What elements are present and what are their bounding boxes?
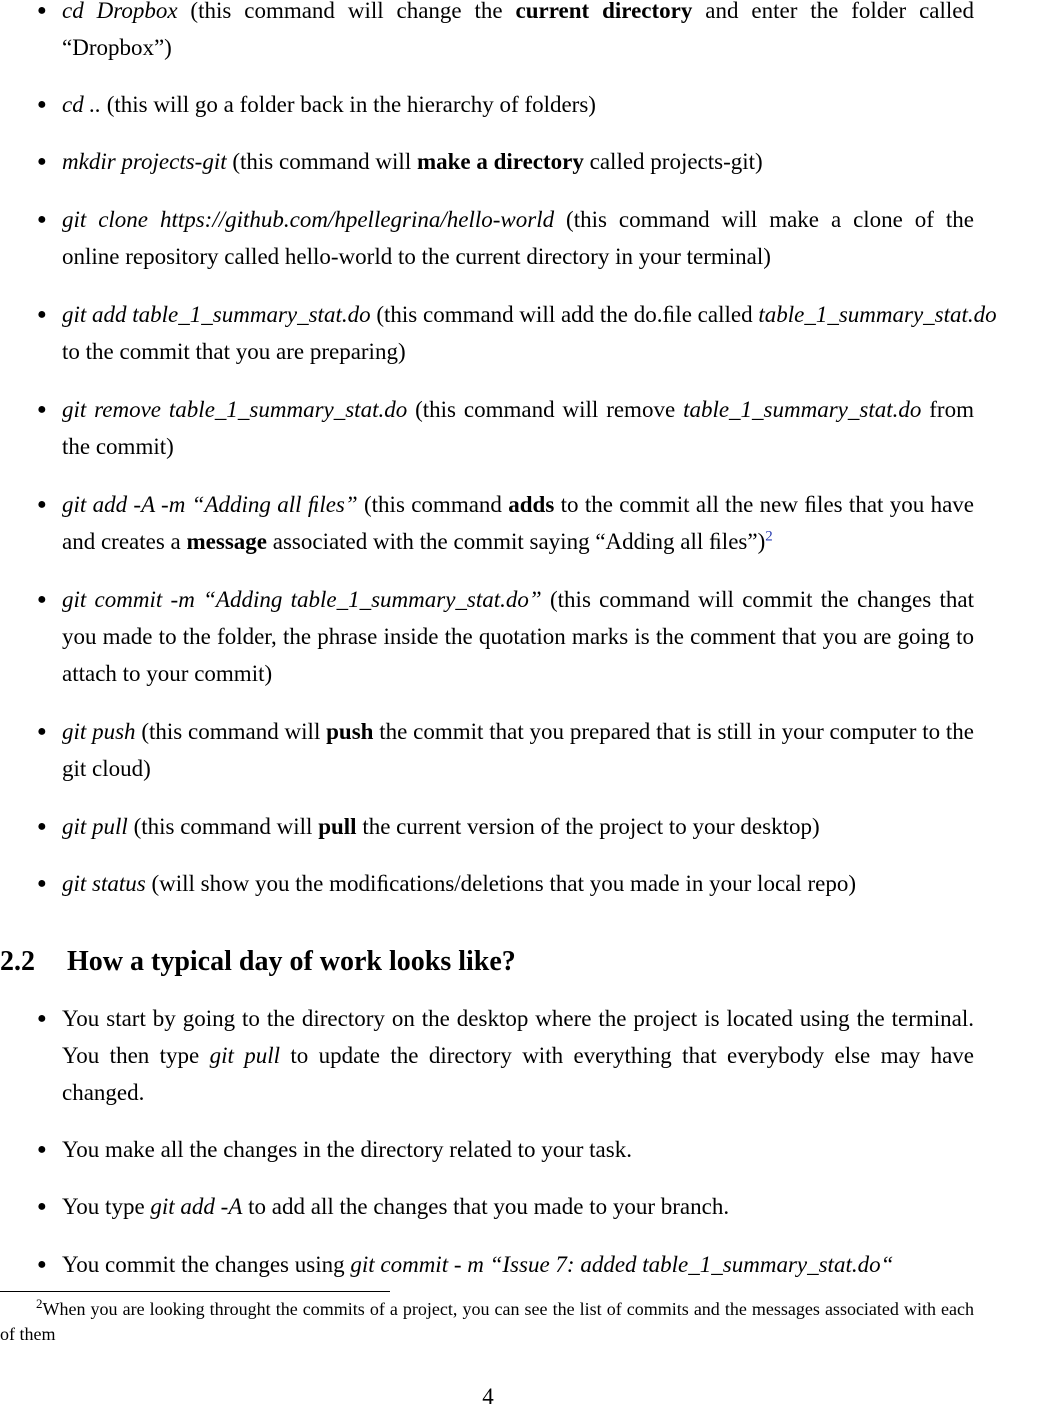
item-text: to update the directory with everything that everybody else may have changed. — [62, 1043, 974, 1105]
list-item — [37, 581, 974, 692]
footnote — [0, 1297, 974, 1347]
bullet: ● — [37, 2, 47, 19]
item-text: (this command — [357, 492, 509, 517]
bullet: ● — [37, 153, 47, 170]
item-text: (this command will make a clone of the online repository called hello-world to the current directory in your terminal) — [62, 207, 974, 269]
item-text: (will show you the modiﬁcations/deletions that you made in your local repo) — [145, 871, 857, 896]
item-text: from the commit) — [62, 397, 974, 459]
section-heading — [0, 942, 516, 982]
command-text: git add table_1_summary_stat.do — [62, 302, 371, 327]
emphasis-text: make a directory — [416, 149, 584, 174]
command-text: git commit - m “Issue 7: added table_1_summary_stat.do“ — [350, 1252, 894, 1277]
filename-text: table_1_summary_stat.do — [758, 302, 997, 327]
item-text: (this will go a folder back in the hierarchy of folders) — [100, 92, 596, 117]
bullet: ● — [37, 1256, 47, 1273]
list-item — [37, 296, 1057, 370]
footnote-divider — [0, 1291, 390, 1292]
list-item — [37, 1000, 974, 1111]
bullet: ● — [37, 401, 47, 418]
list-item — [37, 713, 974, 787]
emphasis-text: message — [186, 529, 267, 554]
item-text: associated with the commit saying “Adding all ﬁles”) — [267, 529, 766, 554]
section-number: 2.2 — [0, 946, 35, 977]
bullet: ● — [37, 96, 47, 113]
bullet: ● — [37, 875, 47, 892]
footnote-text: When you are looking throught the commits of a project, you can see the list of commits and the messages associated with each of them — [0, 1299, 974, 1344]
list-item — [37, 1188, 974, 1225]
emphasis-text: adds — [508, 492, 555, 517]
item-text: (this command will — [226, 149, 417, 174]
item-text: the commit that you prepared that is still in your computer to the git cloud) — [62, 719, 974, 781]
list-item — [37, 808, 974, 845]
item-text: (this command will — [135, 719, 327, 744]
page-number: 4 — [482, 1384, 494, 1409]
command-text: git pull — [62, 814, 128, 839]
item-text: (this command will commit the changes that you made to the folder, the phrase inside the quotation marks is the comment that you are going to attach to your commit) — [62, 587, 974, 686]
footnote-reference[interactable]: 2 — [765, 528, 773, 545]
item-text: You commit the changes using — [62, 1252, 351, 1277]
bullet: ● — [37, 1141, 47, 1158]
command-text: git clone https://github.com/hpellegrina/hello-world — [62, 207, 555, 232]
item-text: to the commit that you are preparing) — [62, 339, 406, 364]
item-text: You type — [62, 1194, 151, 1219]
command-text: git pull — [209, 1043, 281, 1068]
command-text: cd Dropbox — [62, 0, 178, 23]
emphasis-text: pull — [318, 814, 357, 839]
command-text: git remove table_1_summary_stat.do — [62, 397, 408, 422]
bullet: ● — [37, 818, 47, 835]
bullet: ● — [37, 591, 47, 608]
command-text: git add -A -m “Adding all ﬁles” — [62, 492, 358, 517]
section-title: How a typical day of work looks like? — [67, 946, 516, 977]
item-text: called projects-git) — [583, 149, 763, 174]
item-text: and enter the folder called “Dropbox”) — [62, 0, 974, 60]
item-text: (this command will remove — [407, 397, 684, 422]
list-item — [37, 143, 974, 180]
item-text: to the commit all the new ﬁles that you have and creates a — [62, 492, 974, 554]
list-item — [37, 1131, 974, 1168]
item-text: You start by going to the directory on the desktop where the project is located using the terminal. You then type — [62, 1006, 974, 1068]
bullet: ● — [37, 723, 47, 740]
item-text: the current version of the project to your desktop) — [356, 814, 820, 839]
bullet: ● — [37, 306, 47, 323]
bullet: ● — [37, 496, 47, 513]
list-item — [37, 486, 974, 560]
list-item — [37, 86, 974, 123]
emphasis-text: push — [326, 719, 374, 744]
item-text: to add all the changes that you made to your branch. — [242, 1194, 730, 1219]
item-text: (this command will add the do.ﬁle called — [370, 302, 759, 327]
bullet: ● — [37, 1198, 47, 1215]
list-item — [37, 0, 974, 66]
command-text: mkdir projects-git — [62, 149, 227, 174]
footnote-mark: 2 — [36, 1296, 43, 1311]
command-text: git status — [62, 871, 146, 896]
command-text: git add -A — [150, 1194, 243, 1219]
bullet: ● — [37, 1010, 47, 1027]
list-item — [37, 865, 974, 902]
emphasis-text: current directory — [515, 0, 693, 23]
item-text: (this command will change the — [177, 0, 516, 23]
bullet: ● — [37, 211, 47, 228]
command-text: cd .. — [62, 92, 101, 117]
list-item — [37, 201, 974, 275]
item-text: You make all the changes in the directory related to your task. — [62, 1137, 632, 1162]
filename-text: table_1_summary_stat.do — [683, 397, 922, 422]
list-item — [37, 391, 974, 465]
command-text: git commit -m “Adding table_1_summary_stat.do” — [62, 587, 542, 612]
item-text: (this command will — [127, 814, 319, 839]
list-item — [37, 1246, 974, 1283]
command-text: git push — [62, 719, 136, 744]
